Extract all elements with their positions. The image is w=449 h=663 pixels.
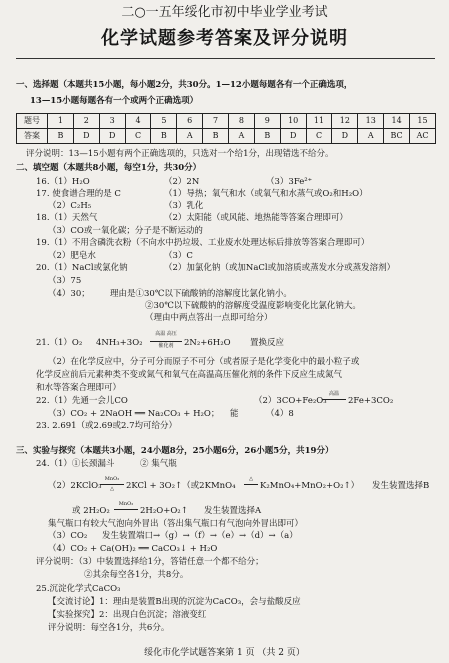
table-cell: 3 <box>99 114 125 129</box>
answer-line: （3）75 <box>48 276 82 286</box>
equation-arrow <box>244 484 258 485</box>
equation-condition-top: MnO₂ <box>104 476 120 482</box>
table-cell: D <box>99 129 125 144</box>
table-cell: 14 <box>384 114 410 129</box>
equation-condition-top: MnO₂ <box>118 501 134 507</box>
table-cell: 5 <box>151 114 177 129</box>
answer-line: 发生装置选择B <box>372 481 430 491</box>
equation-condition-top: △ <box>249 476 253 482</box>
table-row <box>17 129 436 144</box>
equation-condition-bottom: △ <box>110 486 114 492</box>
equation-arrow <box>150 341 182 342</box>
answer-line: （理由中两点答出一点即可给分） <box>145 313 273 323</box>
equation-condition-top: 高温 高压 <box>155 331 177 337</box>
table-cell: A <box>177 129 203 144</box>
answer-line: 发生装置选择A <box>204 506 262 516</box>
table-cell: B <box>203 129 229 144</box>
table-cell: A <box>358 129 384 144</box>
table-cell: D <box>73 129 99 144</box>
answer-line: 17. 使食谱合理的是 C <box>36 189 121 199</box>
answer-line: ②其余每空各1分，共8分。 <box>84 570 189 580</box>
answer-line: 20.（1）NaCl或氯化钠 <box>36 263 128 273</box>
table-cell: D <box>332 129 358 144</box>
answer-line: （2）C₂H₅ <box>48 201 92 211</box>
answer-line: 集气瓶口有较大气泡向外冒出（答出集气瓶口有气泡向外冒出即可） <box>48 519 304 529</box>
table-cell: 7 <box>203 114 229 129</box>
answer-line: （2）2N <box>164 177 200 187</box>
answer-line: 和水等答案合理即可） <box>36 383 122 393</box>
answer-line: 23. 2.691（或2.69或2.7均可给分） <box>36 421 177 431</box>
table-cell: 11 <box>306 114 332 129</box>
table-row-label: 答案 <box>17 129 48 144</box>
equation-right: 2N₂+6H₂O <box>184 338 231 348</box>
answer-line: 21.（1）O₂ <box>36 338 83 348</box>
answer-line: 能 <box>230 409 239 419</box>
equation-left: 或 2H₂O₂ <box>72 506 110 516</box>
answer-line: 化学反应前后元素种类不变或氮气和氧气在高温高压催化剂的条件下反应生成氮气 <box>36 370 343 380</box>
title-rule <box>16 58 435 59</box>
table-cell: 2 <box>73 114 99 129</box>
answer-line: 【交流讨论】1：理由是装置B出现的沉淀为CaCO₃，会与盐酸反应 <box>48 597 301 607</box>
answer-line: （4）30； <box>48 289 90 299</box>
answer-line: 24.（1）①长颈漏斗 <box>36 459 115 469</box>
table-cell: B <box>48 129 74 144</box>
table-row-label: 题号 <box>17 114 48 129</box>
table-cell: 6 <box>177 114 203 129</box>
answer-line: （2）太阳能（或风能、地热能等答案合理即可） <box>164 213 348 223</box>
equation-left: （2）3CO+Fe₂O₃ <box>254 396 327 406</box>
answer-line: ② 集气瓶 <box>140 459 177 469</box>
table-cell: BC <box>384 129 410 144</box>
section1-heading: 一、选择题（本题共15小题，每小题2分，共30分。1—12小题每题各有一个正确选项， <box>16 80 353 90</box>
equation-left: （2）2KClO₃ <box>48 481 102 491</box>
answer-line: 【实验探究】2：出现白色沉淀；溶液变红 <box>48 610 207 620</box>
equation-left: 4NH₃+3O₂ <box>96 338 143 348</box>
answer-line: 发生装置端口→（g）→（f）→（e）→（d）→（a） <box>102 531 298 541</box>
answer-line: （3）乳化 <box>164 201 204 211</box>
table-cell: D <box>280 129 306 144</box>
equation-condition-top: 高温 <box>328 391 339 397</box>
equation-condition-bottom: 催化剂 <box>158 343 174 349</box>
answer-table <box>16 113 436 144</box>
answer-line: （3）3Fe²⁺ <box>266 177 313 187</box>
answer-line: （3）C <box>164 251 193 261</box>
equation-right: K₂MnO₄+MnO₂+O₂↑） <box>260 481 360 491</box>
equation-right: 2H₂O+O₂↑ <box>140 506 188 516</box>
answer-line: 19.（1）不用含磷洗衣粉（不向水中扔垃圾、工业废水处理达标后排放等答案合理即可） <box>36 238 370 248</box>
page-title: 化学试题参考答案及评分说明 <box>101 28 348 49</box>
answer-line: （2）在化学反应中，分子可分而原子不可分（或者原子是化学变化中的最小粒子或 <box>48 357 360 367</box>
answer-line: 理由是①30℃以下硫酸钠的溶解度比氯化钠小。 <box>110 289 292 299</box>
table-cell: 15 <box>410 114 436 129</box>
table-row <box>17 114 436 129</box>
equation-arrow <box>322 399 346 400</box>
answer-line: （4）CO₂ + Ca(OH)₂ ══ CaCO₃↓ + H₂O <box>48 544 218 554</box>
answer-line: 18.（1）天然气 <box>36 213 98 223</box>
answer-line: （3）CO或一氧化碳；分子是不断运动的 <box>48 226 203 236</box>
exam-title: 二○一五年绥化市初中毕业学业考试 <box>121 5 328 20</box>
table-cell: B <box>254 129 280 144</box>
table-cell: C <box>125 129 151 144</box>
section1-heading-cont: 13—15小题每题各有一个或两个正确选项） <box>30 96 199 106</box>
answer-line: （3）CO₂ <box>48 531 88 541</box>
table-cell: B <box>151 129 177 144</box>
table-cell: AC <box>410 129 436 144</box>
answer-line: （2）肥皂水 <box>48 251 96 261</box>
table-cell: 9 <box>254 114 280 129</box>
table-cell: 8 <box>229 114 255 129</box>
answer-line: 评分说明：每空各1分，共6分。 <box>48 623 170 633</box>
answer-line: 25.沉淀化学式CaCO₃ <box>36 584 121 594</box>
equation-middle: 2KCl + 3O₂↑（或2KMnO₄ <box>126 481 236 491</box>
scoring-note: 评分说明：13—15小题有两个正确选项的，只选对一个给1分，出现错选不给分。 <box>26 149 334 159</box>
table-cell: A <box>229 129 255 144</box>
answer-line: （2）加氯化钠（或加NaCl或加溶质或蒸发水分或蒸发溶剂） <box>164 263 396 273</box>
answer-line: 评分说明：（3）中装置选择给1分，答错任意一个都不给分； <box>36 557 264 567</box>
equation-arrow <box>114 509 138 510</box>
section2-heading: 二、填空题（本题共8小题，每空1分，共30分） <box>16 163 202 173</box>
answer-line: 22.（1）先通一会儿CO <box>36 396 128 406</box>
answer-line: 置换反应 <box>250 338 285 348</box>
page-footer: 绥化市化学试题答案第 1 页 （共 2 页） <box>144 648 305 658</box>
answer-line: （3）CO₂ + 2NaOH ══ Na₂CO₃ + H₂O； <box>48 409 220 419</box>
table-cell: 10 <box>280 114 306 129</box>
answer-line: （4）8 <box>266 409 294 419</box>
answer-line: 16.（1）H₂O <box>36 177 90 187</box>
equation-arrow <box>100 484 124 485</box>
answer-line: （1）导热；氧气和水（或氧气和水蒸气或O₂和H₂O） <box>164 189 368 199</box>
table-cell: 12 <box>332 114 358 129</box>
section3-heading: 三、实验与探究（本题共3小题，24小题8分，25小题6分，26小题5分，共19分） <box>16 446 334 456</box>
table-cell: 1 <box>48 114 74 129</box>
equation-right: 2Fe+3CO₂ <box>348 396 394 406</box>
table-cell: C <box>306 129 332 144</box>
table-cell: 4 <box>125 114 151 129</box>
table-cell: 13 <box>358 114 384 129</box>
answer-line: ②30℃以下硫酸钠的溶解度受温度影响变化比氯化钠大。 <box>145 301 361 311</box>
